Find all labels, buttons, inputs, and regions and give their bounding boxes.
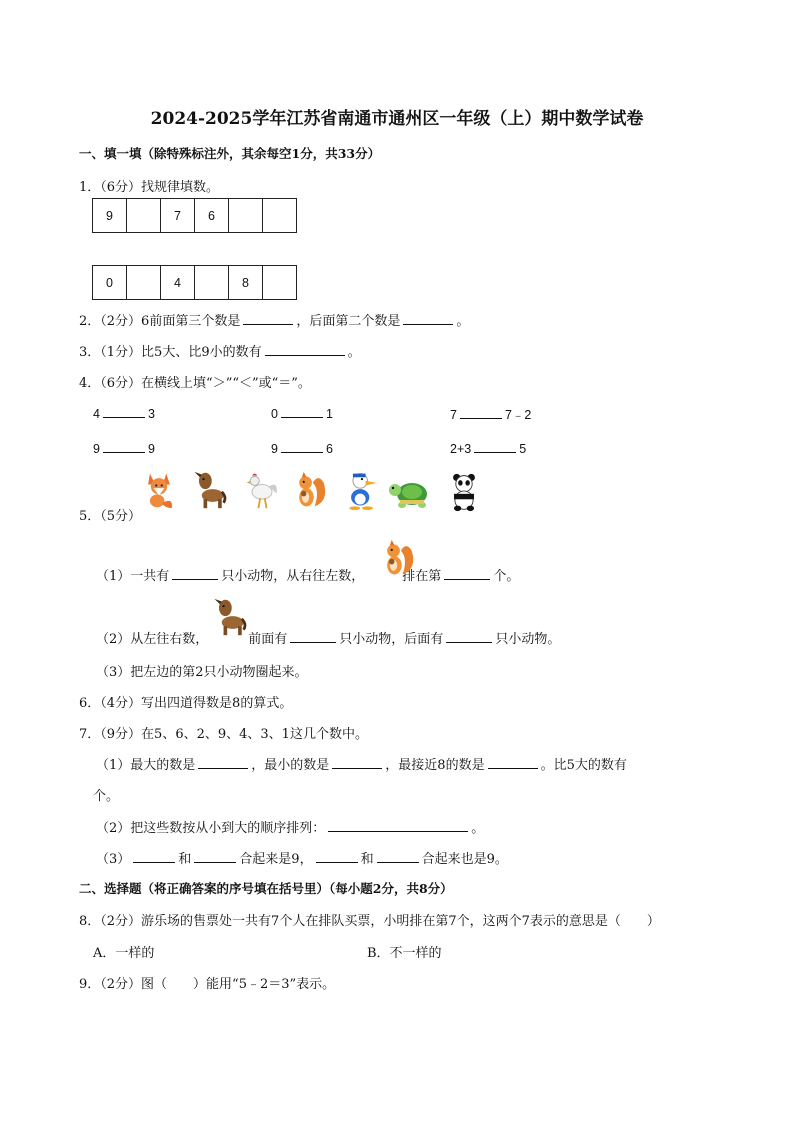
panda-icon[interactable] [445,472,483,512]
horse-icon[interactable] [190,470,228,510]
question-9: 9．（2分）图（ ）能用“5﹣2＝3”表示。 [79,977,336,992]
answer-blank[interactable] [194,850,236,863]
seq2-cell[interactable] [195,266,229,300]
option-a[interactable]: A．一样的 [93,946,155,961]
question-7-part-2: （2）把这些数按从小到大的顺序排列： 。 [96,821,485,836]
compare-item: 9 6 [271,442,333,456]
duck-icon[interactable] [343,470,381,510]
seq2-cell: 4 [161,266,195,300]
answer-blank[interactable] [474,440,516,453]
question-5-part-3: （3）把左边的第2只小动物圈起来。 [96,665,308,680]
question-7-part-3: （3） 和 合起来是9， 和 合起来也是9。 [96,852,508,867]
answer-blank[interactable] [281,405,323,418]
fox-icon[interactable] [140,470,178,510]
answer-blank[interactable] [444,567,490,580]
question-2 [79,310,469,329]
squirrel-icon [380,538,418,578]
seq1-cell: 9 [93,199,127,233]
compare-item: 9 9 [93,442,155,456]
question-7-part-1-cont: 个。 [93,789,120,804]
question-6: 6．（4分）写出四道得数是8的算式。 [79,696,293,711]
rooster-icon[interactable] [243,470,281,510]
answer-blank[interactable] [198,756,248,769]
answer-blank[interactable] [103,405,145,418]
page-title: 2024-2025学年江苏省南通市通州区一年级（上）期中数学试卷 [150,109,644,129]
answer-blank[interactable] [403,312,453,325]
sequence-table-1 [92,198,297,233]
turtle-icon[interactable] [388,472,434,512]
q2-text-c: 。 [456,314,470,329]
answer-blank[interactable] [328,819,468,832]
answer-blank[interactable] [488,756,538,769]
q2-text-a: 2．（2分）6前面第三个数是 [79,314,241,329]
question-5-part-2: （2）从左往右数， 前面有 只小动物，后面有 只小动物。 [96,632,561,647]
compare-item: 7 7﹣2 [450,408,532,422]
option-b[interactable]: B．不一样的 [367,946,442,961]
question-5: 5．（5分） [79,509,142,524]
question-5-part-1: （1）一共有 只小动物，从右往左数， 排在第 个。 [96,569,520,584]
q3-text-a: 3．（1分）比5大、比9小的数有 [79,345,262,360]
section-1-heading: 一、填一填（除特殊标注外，其余每空1分，共33分） [79,146,381,161]
answer-blank[interactable] [265,343,345,356]
answer-blank[interactable] [103,440,145,453]
answer-blank[interactable] [377,850,419,863]
seq2-cell[interactable] [263,266,297,300]
q2-text-b: ，后面第二个数是 [296,314,401,329]
answer-blank[interactable] [243,312,293,325]
question-7-part-1: （1）最大的数是 ，最小的数是 ，最接近8的数是 。比5大的数有 [96,758,627,773]
question-3 [79,341,361,360]
squirrel-icon[interactable] [292,470,330,510]
answer-blank[interactable] [332,756,382,769]
seq1-cell[interactable] [263,199,297,233]
answer-blank[interactable] [316,850,358,863]
answer-blank[interactable] [281,440,323,453]
seq1-cell[interactable] [127,199,161,233]
q3-text-b: 。 [347,345,361,360]
seq2-cell[interactable] [127,266,161,300]
compare-item: 2+3 5 [450,442,527,456]
compare-item: 4 3 [93,407,155,421]
answer-blank[interactable] [290,630,336,643]
question-4: 4．（6分）在横线上填“＞”“＜”或“＝”。 [79,376,311,391]
answer-blank[interactable] [133,850,175,863]
section-2-heading: 二、选择题（将正确答案的序号填在括号里）（每小题2分，共8分） [79,881,453,896]
question-8: 8．（2分）游乐场的售票处一共有7个人在排队买票，小明排在第7个，这两个7表示的意思是（ ） [79,914,660,929]
seq2-cell: 8 [229,266,263,300]
compare-item: 0 1 [271,407,333,421]
answer-blank[interactable] [460,406,502,419]
seq2-cell: 0 [93,266,127,300]
horse-icon [210,597,248,637]
sequence-table-2 [92,265,297,300]
seq1-cell: 7 [161,199,195,233]
answer-blank[interactable] [446,630,492,643]
seq1-cell: 6 [195,199,229,233]
answer-blank[interactable] [172,567,218,580]
seq1-cell[interactable] [229,199,263,233]
question-7: 7．（9分）在5、6、2、9、4、3、1这几个数中。 [79,727,368,742]
question-1: 1．（6分）找规律填数。 [79,180,220,195]
